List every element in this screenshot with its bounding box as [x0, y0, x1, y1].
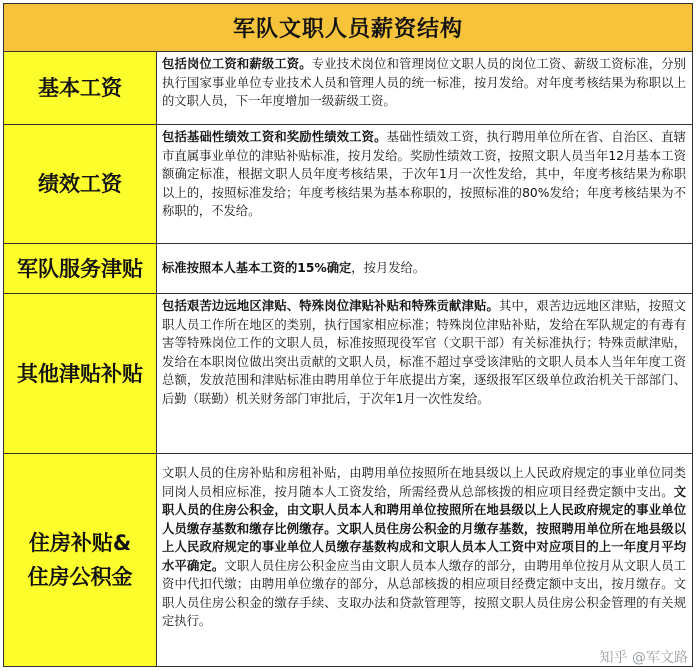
row-content [157, 294, 692, 453]
watermark-text: 知乎 @军文路 [599, 650, 688, 666]
row-other-allowances [4, 294, 692, 454]
row-military-service-allowance [4, 244, 692, 294]
row-housing-allowance-fund [4, 454, 692, 666]
content-text: 文职人员的住房补贴和房租补贴，由聘用单位按照所在地县级以上人民政府规定的事业单位同类同岗人员相应标准，按月随本人工资发给，所需经费从总部核拨的相应项目经费定额中支出。 [162, 466, 686, 499]
row-label [4, 454, 157, 666]
row-content [157, 454, 692, 666]
row-label: 其他津贴补贴 [4, 294, 157, 453]
row-label: 基本工资 [4, 52, 157, 124]
row-label: 绩效工资 [4, 125, 157, 243]
content-text: 专业技术岗位和管理岗位文职人员的岗位工资、薪级工资标准，分别执行国家事业单位专业技术人员和管理人员的统一标准，按月发给。对年度考核结果为称职以上的文职人员，下一年度增加一级薪级工资。 [162, 57, 686, 108]
content-text: ，按月发给。 [351, 261, 426, 276]
row-performance-salary [4, 125, 692, 244]
content-bold: 包括岗位工资和薪级工资。 [162, 57, 312, 71]
row-content [157, 244, 692, 293]
content-text: 基础性绩效工资，执行聘用单位所在省、自治区、直辖市直属事业单位的津贴补贴标准，按月发给。奖励性绩效工资，按照文职人员当年12月基本工资额确定标准，根据文职人员年度考核结果，于次年1月一次性发给，其中，年度考核结果为称职以上的，按照标准发给；年度考核结果为基本称职的，按照标准的80%发给；年度考核结果为不称职的，不发给。 [162, 130, 686, 218]
row-content [157, 52, 692, 124]
row-label: 军队服务津贴 [4, 244, 157, 293]
table-title: 军队文职人员薪资结构 [4, 4, 692, 52]
row-basic-salary [4, 52, 692, 125]
content-bold: 文职人员的住房公积金，由文职人员本人和聘用单位按照所在地县级以上人民政府规定的事业单位人员缴存基数和缴存比例缴存。文职人员住房公积金的月缴存基数，按照聘用单位所在地县级以上人民政府规定的事业单位人员缴存基数构成和文职人员本人工资中对应项目的上一年度月平均水平确定。 [162, 484, 686, 573]
content-bold: 包括基础性绩效工资和奖励性绩效工资。 [162, 130, 387, 144]
row-label-line2: 住房公积金 [27, 565, 133, 589]
content-bold: 标准按照本人基本工资的15%确定 [162, 261, 352, 276]
row-label-line1: 住房补贴& [28, 531, 132, 555]
row-content [157, 125, 692, 243]
content-text: 文职人员住房公积金应当由文职人员本人缴存的部分，由聘用单位按月从文职人员工资中代扣代缴；由聘用单位缴存的部分，从总部核拨的相应项目经费定额中支出，按月缴存。文职人员住房公积金的缴存手续、支取办法和贷款管理等，按照文职人员住房公积金管理的有关规定执行。 [162, 558, 686, 628]
content-bold: 包括艰苦边远地区津贴、特殊岗位津贴补贴和特殊贡献津贴。 [162, 299, 499, 313]
content-text: 其中，艰苦边远地区津贴，按照文职人员工作所在地区的类别，执行国家相应标准；特殊岗位津贴补贴，发给在军队规定的有毒有害等特殊岗位工作的文职人员，标准按照现役军官（文职干部）有关标准执行；特殊贡献津贴，发给在本职岗位做出突出贡献的文职人员，标准不超过享受该津贴的文职人员本人当年年度工资总额，发放范围和津贴标准由聘用单位于年底提出方案，逐级报军区级单位政治机关干部部门、后勤（联勤）机关财务部门审批后，于次年1月一次性发给。 [162, 299, 686, 406]
salary-structure-table [3, 3, 693, 667]
